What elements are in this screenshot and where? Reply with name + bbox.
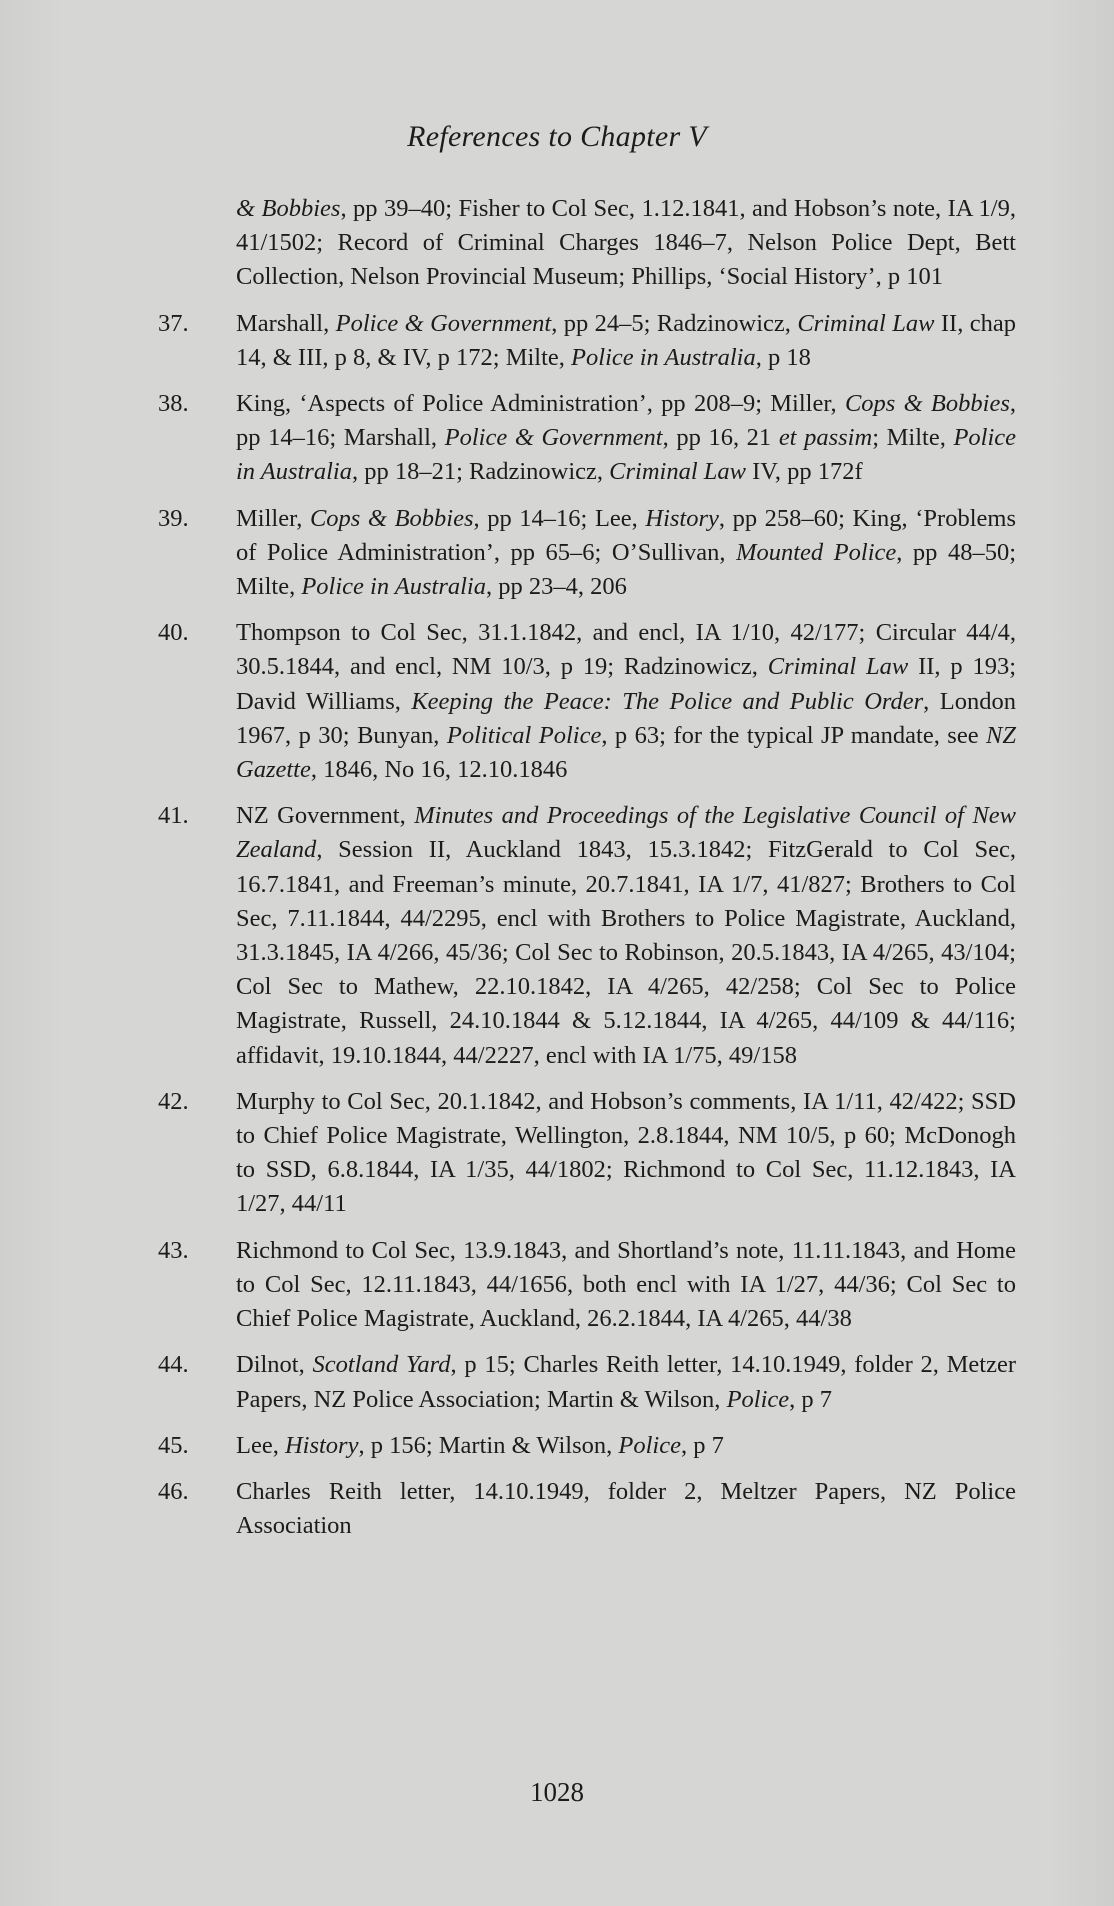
reference-entry <box>158 192 1016 295</box>
reference-number: 45. <box>158 1431 189 1459</box>
reference-text: Miller, Cops & Bobbies, pp 14–16; Lee, History, pp 258–60; King, ‘Problems of Police Administration’, pp 65–6; O’Sullivan, Mounted Police, pp 48–50; Milte, Police in Australia, pp 23–4, 206 <box>236 504 1017 601</box>
reference-entry <box>158 502 1016 605</box>
page-number: 1028 <box>530 1777 584 1807</box>
reference-entry <box>158 307 1016 375</box>
reference-text: Lee, History, p 156; Martin & Wilson, Police, p 7 <box>236 1431 724 1459</box>
reference-number: 40. <box>158 619 189 647</box>
reference-entry <box>158 799 1016 1073</box>
reference-entry <box>158 1085 1016 1222</box>
reference-number: 46. <box>158 1477 189 1505</box>
reference-number: 44. <box>158 1351 189 1379</box>
reference-text: Richmond to Col Sec, 13.9.1843, and Shortland’s note, 11.11.1843, and Home to Col Sec, 12.11.1843, 44/1656, both encl with IA 1/27, 44/36; Col Sec to Chief Police Magistrate, Auckland, 26.2.1844, IA 4/265, 44/38 <box>236 1236 1016 1333</box>
reference-number: 37. <box>158 309 189 337</box>
reference-text: King, ‘Aspects of Police Administration’, pp 208–9; Miller, Cops & Bobbies, pp 14–16; Marshall, Police & Government, pp 16, 21 et passim; Milte, Police in Australia, pp 18–21; Radzinowicz, Criminal Law IV, pp 172f <box>236 390 1017 486</box>
reference-entry <box>158 616 1016 787</box>
reference-text: Charles Reith letter, 14.10.1949, folder 2, Meltzer Papers, NZ Police Association <box>236 1477 1016 1540</box>
reference-entry <box>158 1234 1016 1337</box>
reference-text: NZ Government, Minutes and Proceedings of the Legislative Council of New Zealand, Session II, Auckland 1843, 15.3.1842; FitzGerald to Col Sec, 16.7.1841, and Freeman’s minute, 20.7.1841, IA 1/7, 41/827; Brothers to Col Sec, 7.11.1844, 44/2295, encl with Brothers to Police Magistrate, Auckland, 31.3.1845, IA 4/266, 45/36; Col Sec to Robinson, 20.5.1843, IA 4/265, 43/104; Col Sec to Mathew, 22.10.1842, IA 4/265, 42/258; Col Sec to Police Magistrate, Russell, 24.10.1844 & 5.12.1844, IA 4/265, 44/109 & 44/116; affidavit, 19.10.1844, 44/2227, encl with IA 1/75, 49/158 <box>236 802 1016 1069</box>
reference-text: & Bobbies, pp 39–40; Fisher to Col Sec, 1.12.1841, and Hobson’s note, IA 1/9, 41/1502; Record of Criminal Charges 1846–7, Nelson Police Dept, Bett Collection, Nelson Provincial Museum; Phillips, ‘Social History’, p 101 <box>236 195 1016 291</box>
reference-number: 43. <box>158 1236 189 1264</box>
reference-number: 41. <box>158 802 189 830</box>
reference-text: Marshall, Police & Government, pp 24–5; Radzinowicz, Criminal Law II, chap 14, & III, p 8, & IV, p 172; Milte, Police in Australia, p 18 <box>236 309 1016 371</box>
reference-entry <box>158 1475 1016 1543</box>
reference-text: Murphy to Col Sec, 20.1.1842, and Hobson’s comments, IA 1/11, 42/422; SSD to Chief Police Magistrate, Wellington, 2.8.1844, NM 10/5, p 60; McDonogh to SSD, 6.8.1844, IA 1/35, 44/1802; Richmond to Col Sec, 11.12.1843, IA 1/27, 44/11 <box>236 1087 1016 1218</box>
running-head: References to Chapter V <box>407 120 707 153</box>
reference-number: 42. <box>158 1087 189 1115</box>
reference-entry <box>158 1348 1016 1416</box>
reference-entry <box>158 387 1016 490</box>
reference-text: Dilnot, Scotland Yard, p 15; Charles Reith letter, 14.10.1949, folder 2, Metzer Papers, NZ Police Association; Martin & Wilson, Police, p 7 <box>236 1351 1016 1413</box>
reference-list <box>158 192 1016 1555</box>
reference-number: 38. <box>158 390 189 418</box>
reference-text: Thompson to Col Sec, 31.1.1842, and encl, IA 1/10, 42/177; Circular 44/4, 30.5.1844, and encl, NM 10/3, p 19; Radzinowicz, Criminal Law II, p 193; David Williams, Keeping the Peace: The Police and Public Order, London 1967, p 30; Bunyan, Political Police, p 63; for the typical JP mandate, see NZ Gazette, 1846, No 16, 12.10.1846 <box>236 619 1017 784</box>
reference-number: 39. <box>158 504 189 532</box>
reference-entry <box>158 1429 1016 1463</box>
